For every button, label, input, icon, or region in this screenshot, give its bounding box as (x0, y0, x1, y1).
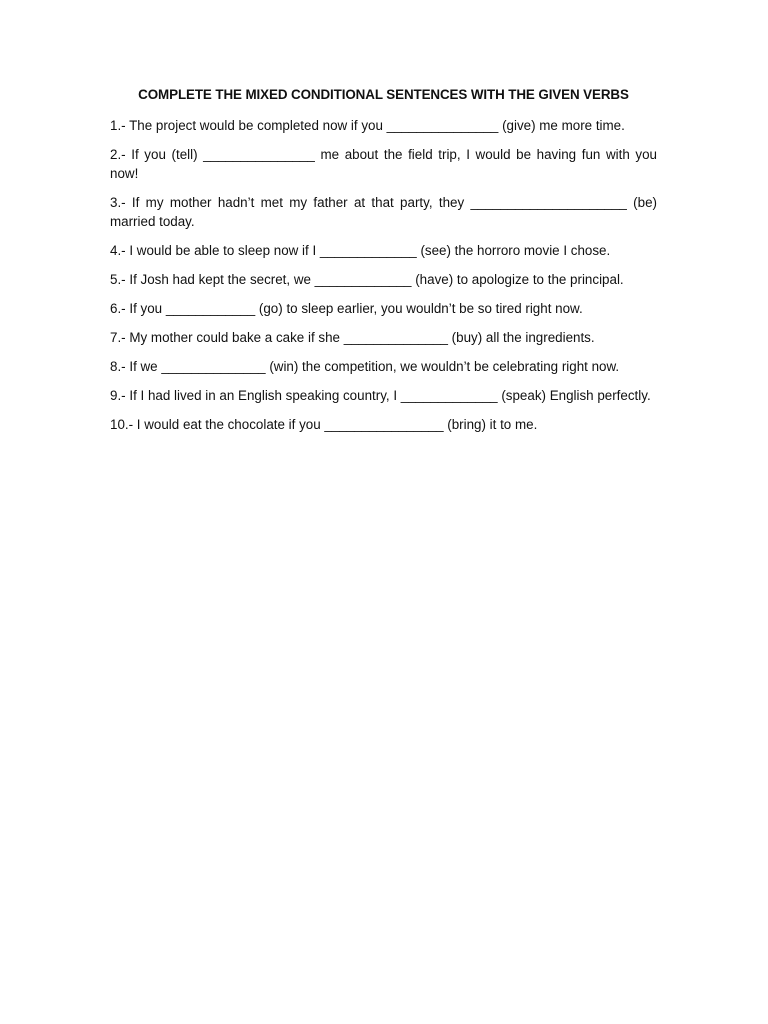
exercise-item-6: 6.- If you ____________ (go) to sleep earlier, you wouldn’t be so tired right now. (110, 301, 583, 316)
exercise-item-4: 4.- I would be able to sleep now if I _____________ (see) the horroro movie I chose. (110, 243, 611, 258)
exercise-item-8: 8.- If we ______________ (win) the competition, we wouldn’t be celebrating right now. (110, 359, 620, 374)
exercise-item-3: 3.- If my mother hadn’t met my father at that party, they _____________________ (be) married today. (110, 195, 657, 229)
exercise-item-7: 7.- My mother could bake a cake if she ______________ (buy) all the ingredients. (110, 330, 595, 345)
exercise-item-9: 9.- If I had lived in an English speaking country, I _____________ (speak) English perfectly. (110, 388, 651, 403)
exercise-list (110, 116, 657, 434)
exercise-item-2: 2.- If you (tell) _______________ me about the field trip, I would be having fun with you now! (110, 147, 657, 181)
worksheet-title: COMPLETE THE MIXED CONDITIONAL SENTENCES WITH THE GIVEN VERBS (138, 87, 629, 102)
exercise-item-1: 1.- The project would be completed now if you _______________ (give) me more time. (110, 118, 625, 133)
exercise-item-5: 5.- If Josh had kept the secret, we _____________ (have) to apologize to the principal. (110, 272, 624, 287)
worksheet-page (110, 86, 657, 444)
exercise-item-10: 10.- I would eat the chocolate if you ________________ (bring) it to me. (110, 417, 538, 432)
